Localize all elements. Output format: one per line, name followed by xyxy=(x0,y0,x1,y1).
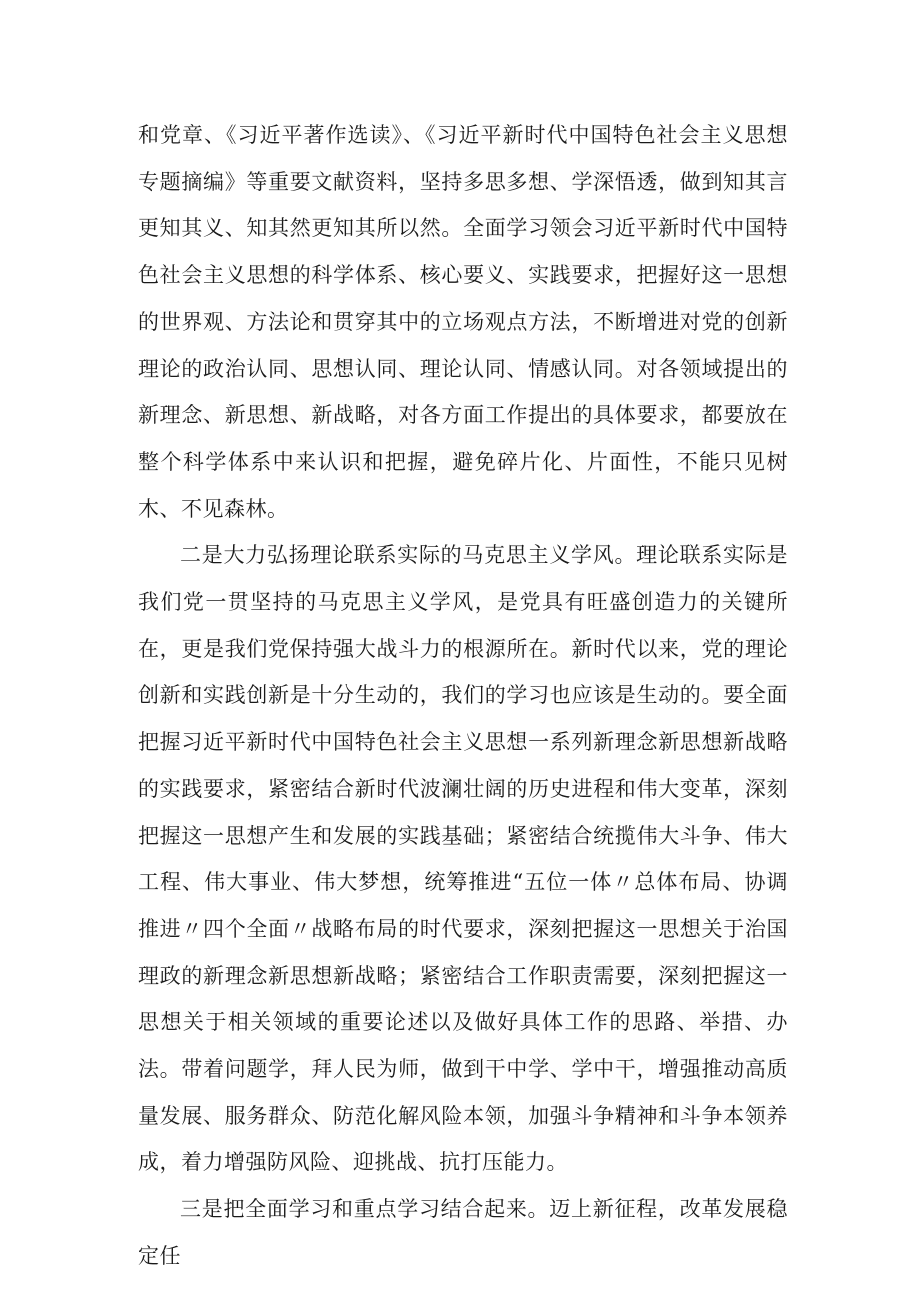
body-text xyxy=(138,112,788,1280)
paragraph-point-three: 三是把全面学习和重点学习结合起来。迈上新征程，改革发展稳定任 xyxy=(138,1197,788,1268)
paragraph-point-two: 二是大力弘扬理论联系实际的马克思主义学风。理论联系实际是我们党一贯坚持的马克思主义学风，是党具有旺盛创造力的关键所在，更是我们党保持强大战斗力的根源所在。新时代以来，党的理论创新和实践创新是十分生动的，我们的学习也应该是生动的。要全面把握习近平新时代中国特色社会主义思想一系列新理念新思想新战略的实践要求，紧密结合新时代波澜壮阔的历史进程和伟大变革，深刻把握这一思想产生和发展的实践基础；紧密结合统揽伟大斗争、伟大工程、伟大事业、伟大梦想，统筹推进“五位一体〃总体布局、协调推进〃四个全面〃战略布局的时代要求，深刻把握这一思想关于治国理政的新理念新思想新战略；紧密结合工作职责需要，深刻把握这一思想关于相关领域的重要论述以及做好具体工作的思路、举措、办法。带着问题学，拜人民为师，做到干中学、学中干，增强推动高质量发展、服务群众、防范化解风险本领，加强斗争精神和斗争本领养成，着力增强防风险、迎挑战、抗打压能力。 xyxy=(138,543,788,1175)
paragraph-continuation: 和党章、《习近平著作选读》、《习近平新时代中国特色社会主义思想专题摘编》等重要文献资料，坚持多思多想、学深悟透，做到知其言更知其义、知其然更知其所以然。全面学习领会习近平新时代中国特色社会主义思想的科学体系、核心要义、实践要求，把握好这一思想的世界观、方法论和贯穿其中的立场观点方法，不断增进对党的创新理论的政治认同、思想认同、理论认同、情感认同。对各领域提出的新理念、新思想、新战略，对各方面工作提出的具体要求，都要放在整个科学体系中来认识和把握，避免碎片化、片面性，不能只见树木、不见森林。 xyxy=(138,123,788,521)
